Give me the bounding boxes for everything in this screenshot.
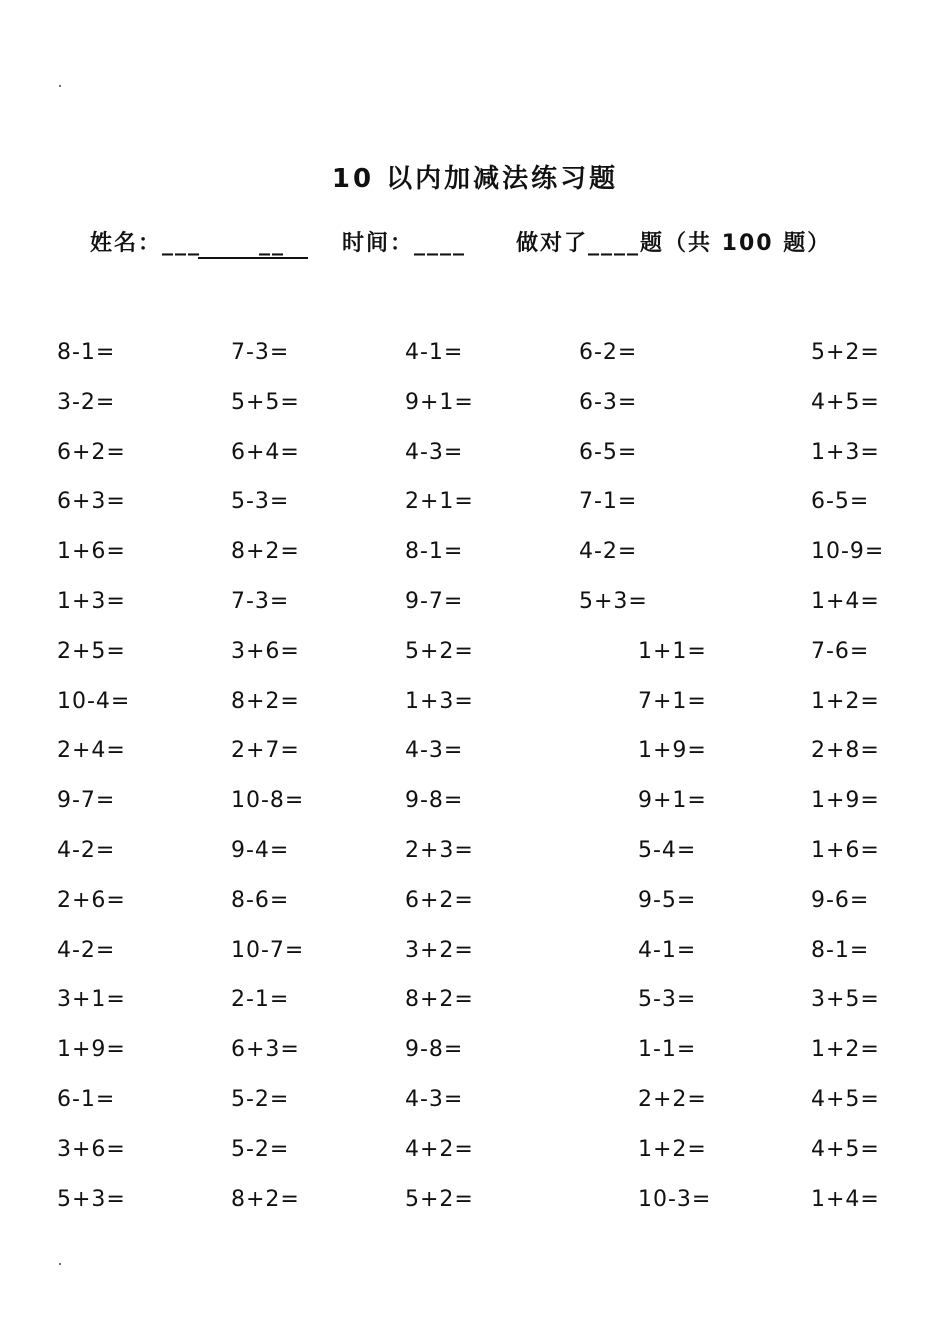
problem-item: 6+2= (57, 440, 126, 465)
problem-item: 6+3= (231, 1037, 300, 1062)
problem-item: 2-1= (231, 987, 290, 1012)
page-title: 10 以内加减法练习题 (331, 164, 619, 194)
problem-item: 6+4= (231, 440, 300, 465)
problem-item: 3+5= (811, 987, 880, 1012)
problem-item: 8-6= (231, 888, 290, 913)
problem-item: 1+6= (57, 539, 126, 564)
problem-item: 8-1= (57, 340, 116, 365)
problem-item: 4-3= (405, 1087, 464, 1112)
problem-item: 9+1= (405, 390, 474, 415)
problem-item: 9-8= (405, 788, 464, 813)
problem-item: 8+2= (231, 689, 300, 714)
problem-item: 4-1= (638, 938, 697, 963)
problem-item: 1+3= (405, 689, 474, 714)
problem-item: 8+2= (231, 539, 300, 564)
problem-item: 10-7= (231, 938, 305, 963)
problem-item: 6-1= (57, 1087, 116, 1112)
problem-item: 4-2= (579, 539, 638, 564)
problem-item: 5-2= (231, 1137, 290, 1162)
problem-item: 2+6= (57, 888, 126, 913)
corner-dot-top (59, 85, 61, 87)
problem-item: 6-5= (811, 489, 870, 514)
problem-item: 6-5= (579, 440, 638, 465)
problem-item: 7-3= (231, 340, 290, 365)
problem-item: 5-4= (638, 838, 697, 863)
problem-item: 9-5= (638, 888, 697, 913)
problem-item: 6-3= (579, 390, 638, 415)
problem-item: 1+1= (638, 639, 707, 664)
problem-item: 1-1= (638, 1037, 697, 1062)
problem-item: 10-4= (57, 689, 131, 714)
problem-item: 8-1= (405, 539, 464, 564)
problem-item: 4-2= (57, 838, 116, 863)
problem-item: 1+4= (811, 589, 880, 614)
problem-item: 10-9= (811, 539, 885, 564)
problem-item: 4-2= (57, 938, 116, 963)
problem-item: 9-7= (57, 788, 116, 813)
problem-item: 1+9= (57, 1037, 126, 1062)
problem-item: 7+1= (638, 689, 707, 714)
problem-item: 8+2= (405, 987, 474, 1012)
problem-item: 5-2= (231, 1087, 290, 1112)
problem-item: 1+2= (811, 1037, 880, 1062)
problem-item: 10-8= (231, 788, 305, 813)
problem-item: 1+3= (57, 589, 126, 614)
problem-item: 2+5= (57, 639, 126, 664)
problem-item: 2+4= (57, 738, 126, 763)
problem-item: 9-7= (405, 589, 464, 614)
problem-item: 7-6= (811, 639, 870, 664)
problem-item: 3+1= (57, 987, 126, 1012)
problem-item: 4-1= (405, 340, 464, 365)
problem-item: 4+5= (811, 390, 880, 415)
problem-item: 5+3= (579, 589, 648, 614)
problem-item: 3-2= (57, 390, 116, 415)
problem-item: 1+9= (811, 788, 880, 813)
problem-item: 2+2= (638, 1087, 707, 1112)
score-field: 做对了____题（共 100 题） (516, 231, 832, 256)
problem-item: 2+1= (405, 489, 474, 514)
problem-item: 8-1= (811, 938, 870, 963)
problem-item: 1+3= (811, 440, 880, 465)
problem-item: 9-4= (231, 838, 290, 863)
problem-item: 1+9= (638, 738, 707, 763)
problem-item: 3+6= (231, 639, 300, 664)
problem-item: 5+2= (405, 639, 474, 664)
name-underline (198, 257, 308, 259)
corner-dot-bottom (59, 1263, 61, 1265)
problem-item: 1+2= (638, 1137, 707, 1162)
problem-item: 5-3= (231, 489, 290, 514)
problem-item: 5+2= (811, 340, 880, 365)
problem-item: 6+3= (57, 489, 126, 514)
problem-item: 1+4= (811, 1187, 880, 1212)
problem-item: 4-3= (405, 738, 464, 763)
problem-item: 10-3= (638, 1187, 712, 1212)
problem-item: 9-6= (811, 888, 870, 913)
problem-item: 2+8= (811, 738, 880, 763)
problem-item: 3+6= (57, 1137, 126, 1162)
problem-item: 3+2= (405, 938, 474, 963)
time-field: 时间：____ (342, 231, 467, 256)
name-field: 姓名：___ __ (90, 231, 285, 256)
problem-item: 9+1= (638, 788, 707, 813)
problem-item: 5-3= (638, 987, 697, 1012)
problem-item: 4+2= (405, 1137, 474, 1162)
problem-item: 2+7= (231, 738, 300, 763)
problem-item: 5+2= (405, 1187, 474, 1212)
problem-item: 5+3= (57, 1187, 126, 1212)
problem-item: 2+3= (405, 838, 474, 863)
problem-item: 8+2= (231, 1187, 300, 1212)
problem-item: 4+5= (811, 1087, 880, 1112)
problem-item: 4-3= (405, 440, 464, 465)
problem-item: 4+5= (811, 1137, 880, 1162)
problem-item: 6+2= (405, 888, 474, 913)
problem-item: 1+6= (811, 838, 880, 863)
problem-item: 7-3= (231, 589, 290, 614)
problem-item: 7-1= (579, 489, 638, 514)
problem-item: 9-8= (405, 1037, 464, 1062)
problem-item: 5+5= (231, 390, 300, 415)
problem-item: 1+2= (811, 689, 880, 714)
problem-item: 6-2= (579, 340, 638, 365)
